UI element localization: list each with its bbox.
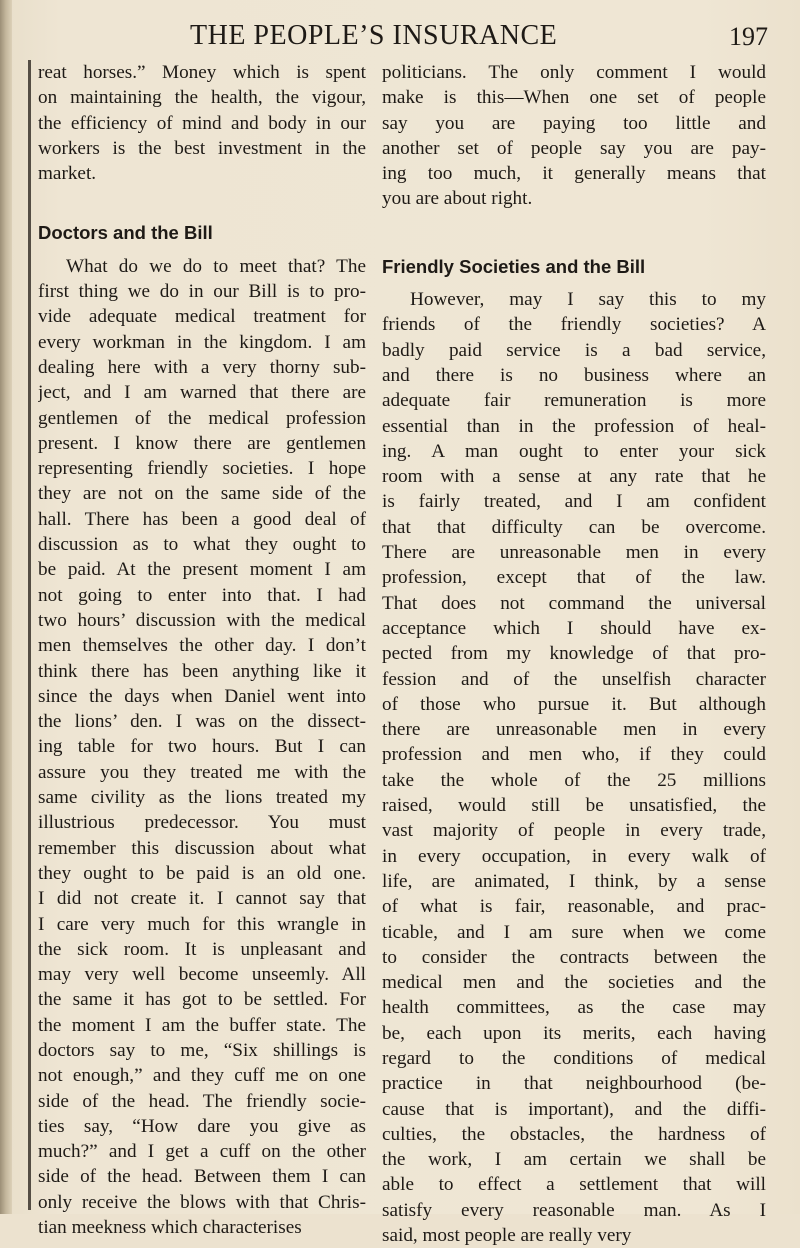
text-line: friends of the friendly societies? A [382,314,766,336]
text-line: I care very much for this wrangle in [38,913,366,935]
text-line: cause that is important), and the diffi- [382,1098,766,1120]
text-line: However, may I say this to my [410,289,766,311]
text-line: same civility as the lions treated my [38,787,366,809]
text-line: the work, I am certain we shall be [382,1149,766,1171]
text-line: not going to enter into that. I had [38,584,366,606]
text-line: they are not on the same side of the [38,483,366,505]
text-line: side of the head. Between them I can [38,1166,366,1188]
text-line: workers is the best investment in the [38,137,366,159]
text-line: take the whole of the 25 millions [382,769,766,791]
text-line: acceptance which I should have ex- [382,617,766,639]
text-line: representing friendly societies. I hope [38,458,366,480]
text-line: make is this—When one set of people [382,87,766,109]
left-body-paragraph [28,254,366,1241]
text-line: ing too much, it generally means that [382,163,766,185]
text-line: since the days when Daniel went into [38,685,366,707]
section-heading-doctors: Doctors and the Bill [38,222,213,244]
text-line: they ought to be paid is an old one. [38,862,366,884]
text-line: the lions’ den. I was on the dissect- [38,711,366,733]
text-line: every workman in the kingdom. I am [38,331,366,353]
text-line: first thing we do in our Bill is to pro- [38,281,366,303]
running-title: THE PEOPLE’S INSURANCE [190,20,558,51]
text-line: culties, the obstacles, the hardness of [382,1123,766,1145]
text-line: of those who pursue it. But although [382,693,766,715]
text-line: health committees, as the case may [382,997,766,1019]
text-line: say you are paying too little and [382,112,766,134]
text-line: badly paid service is a bad service, [382,339,766,361]
text-line: men themselves the other day. I don’t [38,635,366,657]
text-line: ing table for two hours. But I can [38,736,366,758]
text-line: profession, except that of the law. [382,567,766,589]
text-line: I did not create it. I cannot say that [38,888,366,910]
text-line: reat horses.” Money which is spent [38,62,366,83]
text-line: politicians. The only comment I would [382,62,766,83]
text-line: life, are animated, I think, by a sense [382,870,766,892]
page-gutter [0,0,12,1214]
text-line: ject, and I am warned that there are [38,382,366,404]
text-line: medical men and the societies and the [382,972,766,994]
text-line: present. I know there are gentlemen [38,432,366,454]
text-line: essential than in the profession of heal- [382,415,766,437]
section-heading-friendly-societies: Friendly Societies and the Bill [382,255,646,277]
text-line: only receive the blows with that Chris- [38,1191,366,1213]
text-line: regard to the conditions of medical [382,1047,766,1069]
text-line: pected from my knowledge of that pro- [382,643,766,665]
text-line: What do we do to meet that? The [66,255,366,277]
text-line: think there has been anything like it [38,660,366,682]
text-line: dealing here with a very thorny sub- [38,356,366,378]
text-line: illustrious predecessor. You must [38,812,366,834]
text-line: vide adequate medical treatment for [38,306,366,328]
text-line: discussion as to what they ought to [38,534,366,556]
text-line: much?” and I get a cuff on the other [38,1141,366,1163]
right-column [382,60,766,1248]
text-line: room with a sense at any rate that he [382,466,766,488]
text-line: there are unreasonable men in every [382,719,766,741]
text-line: profession and men who, if they could [382,744,766,766]
text-line: doctors say to me, “Six shillings is [38,1039,366,1061]
text-line: on maintaining the health, the vigour, [38,87,366,109]
text-line: two hours’ discussion with the medical [38,609,366,631]
text-line: you are about right. [382,188,533,210]
text-line: ties say, “How dare you give as [38,1115,366,1137]
text-line: the efficiency of mind and body in our [38,112,366,134]
text-line: hall. There has been a good deal of [38,508,366,530]
text-line: ticable, and I am sure when we come [382,921,766,943]
text-line: not enough,” and they cuff me on one [38,1065,366,1087]
text-line: ing. A man ought to enter your sick [382,440,766,462]
right-body-paragraph [382,287,766,1248]
text-line: another set of people say you are pay- [382,137,766,159]
text-line: be paid. At the present moment I am [38,559,366,581]
text-line: gentlemen of the medical profession [38,407,366,429]
text-line: raised, would still be unsatisfied, the [382,795,766,817]
text-line: assure you they treated me with the [38,761,366,783]
text-line: fession and of the unselfish character [382,668,766,690]
text-line: That does not command the universal [382,592,766,614]
text-line: side of the head. The friendly socie- [38,1090,366,1112]
text-line: vast majority of people in every trade, [382,820,766,842]
text-line: the sick room. It is unpleasant and [38,938,366,960]
text-line: said, most people are really very [382,1225,632,1247]
text-line: that that difficulty can be overcome. [382,516,766,538]
page-number: 197 [729,22,768,51]
text-line: adequate fair remuneration is more [382,390,766,412]
text-line: of what is fair, reasonable, and prac- [382,896,766,918]
right-intro-paragraph [382,60,766,212]
text-line: satisfy every reasonable man. As I [382,1199,766,1221]
text-line: to consider the contracts between the [382,946,766,968]
left-column [28,60,366,1240]
text-line: the moment I am the buffer state. The [38,1014,366,1036]
running-head [190,20,768,60]
text-line: and there is no business where an [382,364,766,386]
text-line: tian meekness which characterises [38,1217,302,1239]
text-line: in every occupation, in every walk of [382,845,766,867]
text-line: market. [38,163,97,185]
text-line: practice in that neighbourhood (be- [382,1073,766,1095]
text-line: remember this discussion about what [38,837,366,859]
left-intro-paragraph [28,60,366,186]
text-line: There are unreasonable men in every [382,542,766,564]
text-line: is fairly treated, and I am confident [382,491,766,513]
text-line: the same it has got to be settled. For [38,989,366,1011]
text-line: able to effect a settlement that will [382,1174,766,1196]
text-line: be, each upon its merits, each having [382,1022,766,1044]
text-line: may very well become unseemly. All [38,964,366,986]
